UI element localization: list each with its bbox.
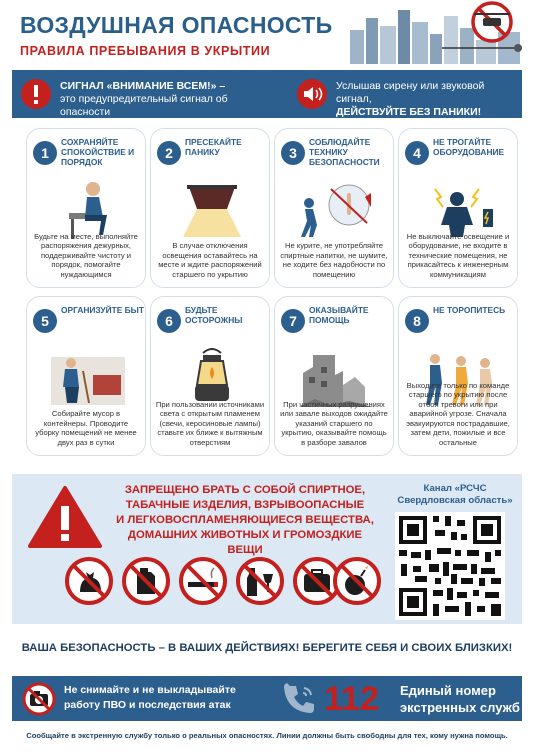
- emergency-label-line-2: экстренных служб: [400, 700, 520, 715]
- safety-slogan: ВАША БЕЗОПАСНОСТЬ – В ВАШИХ ДЕЙСТВИЯХ! БЕРЕГИТЕ СЕБЯ И СВОИХ БЛИЗКИХ!: [21, 642, 513, 654]
- rule-text: Будьте на месте, выполняйте распоряжения дежурных, поддерживайте чистоту и порядок, помогайте нуждающимся: [34, 231, 138, 279]
- no-fuel-canister-icon: [121, 556, 171, 606]
- page-subtitle: ПРАВИЛА ПРЕБЫВАНИЯ В УКРЫТИИ: [20, 44, 271, 58]
- no-alcohol-icon: [235, 556, 285, 606]
- rule-title: ОКАЗЫВАЙТЕ ПОМОЩЬ: [309, 305, 369, 325]
- alert-siren-text: Услышав сирену или звуковой сигнал,: [336, 80, 485, 105]
- rule-card-2: [150, 128, 270, 288]
- no-pets-icon: [64, 556, 114, 606]
- prohibition-line-3: И ЛЕГКОВОСПЛАМЕНЯЮЩИЕСЯ ВЕЩЕСТВА,: [116, 514, 374, 526]
- rule-title: СОБЛЮДАЙТЕ ТЕХНИКУ БЕЗОПАСНОСТИ: [309, 137, 380, 167]
- city-skyline-drone-illustration: [342, 0, 528, 64]
- rule-number: 3: [281, 141, 305, 165]
- rule-text: Не курите, не употребляйте спиртные напитки, не шумите, не ходите без надобности по помещению: [280, 241, 388, 279]
- qr-label-line-2: Свердловская область»: [397, 495, 513, 506]
- rule-card-7: [274, 296, 394, 456]
- rule-number: 2: [157, 141, 181, 165]
- rule-number: 4: [405, 141, 429, 165]
- rule-card-6: [150, 296, 270, 456]
- bottom-warning-line-1: Не снимайте и не выкладывайте: [64, 684, 236, 696]
- no-explosives-icon: [332, 556, 382, 606]
- qr-channel-label: [388, 483, 522, 507]
- rule-text: В случае отключения освещения оставайтесь на месте и ждите распоряжений старшего по укрытию: [158, 241, 262, 279]
- warning-icon: [20, 78, 52, 110]
- phone-icon: [282, 682, 316, 716]
- rule-card-1: [26, 128, 146, 288]
- rule-number: 8: [405, 309, 429, 333]
- siren-speaker-icon: [296, 78, 328, 110]
- rule-card-4: [398, 128, 518, 288]
- rule-text: Собирайте мусор в контейнеры. Проводите уборку помещений не менее двух раз в сутки: [35, 409, 137, 447]
- rule-title: СОХРАНЯЙТЕ СПОКОЙСТВИЕ И ПОРЯДОК: [61, 137, 135, 167]
- ceiling-lamp-icon: [173, 179, 251, 241]
- prohibition-line-2: ТАБАЧНЫЕ ИЗДЕЛИЯ, ВЗРЫВООПАСНЫЕ: [125, 499, 365, 511]
- rule-title: ПРЕСЕКАЙТЕ ПАНИКУ: [185, 137, 242, 157]
- rule-card-3: [274, 128, 394, 288]
- quiet-gesture-icon: [297, 179, 375, 241]
- qr-label-line-1: Канал «РСЧС: [423, 483, 487, 494]
- rule-number: 1: [33, 141, 57, 165]
- alert-bar: [12, 70, 522, 118]
- rule-title: НЕ ТРОГАЙТЕ ОБОРУДОВАНИЕ: [433, 137, 505, 157]
- qr-code[interactable]: [395, 512, 505, 620]
- rule-title: БУДЬТЕ ОСТОРОЖНЫ: [185, 305, 243, 325]
- bottom-warning-line-2: работу ПВО и последствия атак: [64, 699, 231, 711]
- no-smoking-icon: [178, 556, 228, 606]
- rule-text: При пользовании источниками света с открытым пламенем (свечи, керосиновые лампы) ставьте их ближе к вытяжным отверстиям: [155, 399, 265, 447]
- prohibition-line-1: ЗАПРЕЩЕНО БРАТЬ С СОБОЙ СПИРТНОЕ,: [124, 484, 366, 496]
- rule-card-8: [398, 296, 518, 456]
- rule-card-5: [26, 296, 146, 456]
- emergency-number: 112: [324, 680, 379, 718]
- alert-signal-text: это предупредительный сигнал об опасности: [60, 93, 228, 118]
- rule-title: ОРГАНИЗУЙТЕ БЫТ: [61, 305, 144, 315]
- footer-note: Сообщайте в экстренную службу только о реальных опасностях. Линии должны быть свободны для тех, кому нужна помощь.: [26, 731, 508, 740]
- warning-triangle-icon: [26, 484, 104, 550]
- rule-number: 7: [281, 309, 305, 333]
- alert-signal-title: СИГНАЛ «ВНИМАНИЕ ВСЕМ!» –: [60, 80, 226, 92]
- rule-text: Выходите только по команде старшего по укрытию после отбоя тревоги или при аварийной угрозе. Сначала эвакуируются пострадавшие, затем дети, пожилые и все остальные: [406, 380, 510, 447]
- page-title: ВОЗДУШНАЯ ОПАСНОСТЬ: [20, 12, 333, 38]
- emergency-label-line-1: Единый номер: [400, 683, 496, 698]
- rule-text: При частичных разрушениях или завале выходов ожидайте указаний старшего по укрытию, оказывайте помощь в разборе завалов: [280, 399, 388, 447]
- alert-no-panic-text: ДЕЙСТВУЙТЕ БЕЗ ПАНИКИ!: [336, 106, 482, 118]
- rule-text: Не выключайте освещение и оборудование, не входите в технические помещения, не прикасайтесь к инженерным коммуникациям: [406, 231, 510, 279]
- cleaning-room-icon: [49, 347, 127, 409]
- rule-title: НЕ ТОРОПИТЕСЬ: [433, 305, 506, 315]
- prohibition-text: [110, 483, 380, 558]
- rule-number: 6: [157, 309, 181, 333]
- bottom-info-bar: [12, 676, 522, 721]
- no-camera-icon: [22, 682, 56, 716]
- prohibition-line-4: ДОМАШНИХ ЖИВОТНЫХ И ГРОМОЗДКИЕ ВЕЩИ: [127, 529, 363, 556]
- rule-number: 5: [33, 309, 57, 333]
